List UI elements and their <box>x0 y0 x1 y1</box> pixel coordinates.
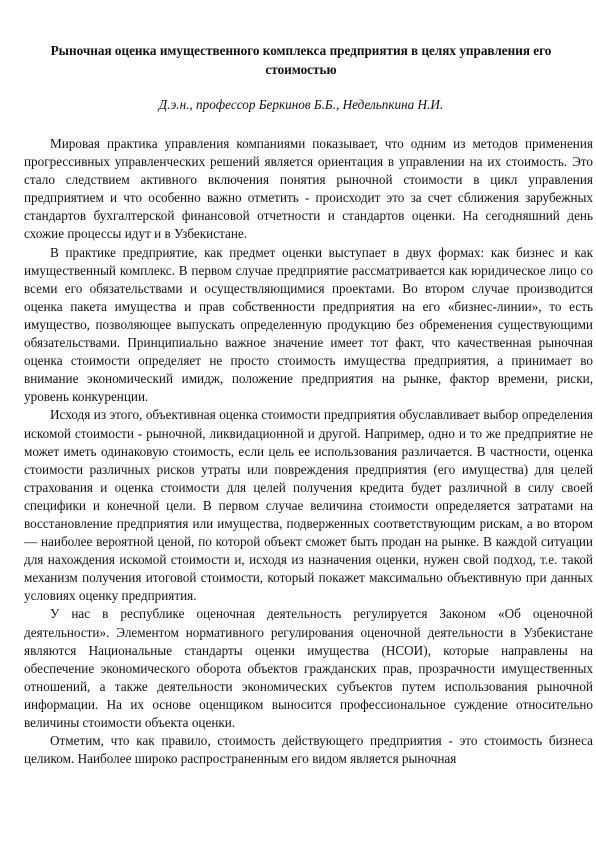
paragraph: Мировая практика управления компаниями показывает, что одним из методов применения прогрессивных управленческих решений является ориентация в управлении на их стоимость. Это стало следствием активного включения понятия рыночной стоимости в цикл управления предприятием и что особенно важно отметить - происходит это за счет сближения зарубежных стандартов бухгалтерской финансовой отчетности и стандартов оценки. На сегодняшний день схожие процессы идут и в Узбекистане. <box>24 136 593 242</box>
article-authors: Д.э.н., профессор Беркинов Б.Б., Недельпкина Н.И. <box>158 97 444 112</box>
paragraph: У нас в республике оценочная деятельность регулируется Законом «Об оценочной деятельности». Элементом нормативного регулирования оценочной деятельности в Узбекистане являются Национальные стандарты оценки имущества (НСОИ), которые направлены на обеспечение экономического оборота объектов гражданских прав, прозрачности имущественных отношений, а также деятельности экономических субъектов путем использования рыночной информации. На их основе оценщиком выносится профессиональное суждение относительно величины стоимости объекта оценки. <box>24 606 593 730</box>
paragraph: Исходя из этого, объективная оценка стоимости предприятия обуславливает выбор определения искомой стоимости - рыночной, ликвидационной и другой. Например, одно и то же предприятие не может иметь одинаковую стоимость, если цель ее использования различается. В частности, оценка стоимости различных рисков утраты или повреждения предприятия (его имущества) для целей <box>24 407 593 477</box>
paragraph-continuation: страхования и оценка стоимости для целей получения кредита будет различной в силу своей специфики и конечной цели. В первом случае величина стоимости определяется затратами на восстановление предприятия или имущества, подверженных соответствующим рискам, а во втором — наиболее вероятной ценой, по которой объект сможет быть продан на рынке. В каждой ситуации для нахождения искомой стоимости и, исходя из назначения оценки, нужен свой подход, т.е. такой механизм получения итоговой стоимости, который покажет максимально объективную при данных условиях оценку предприятия. <box>24 479 593 604</box>
article-body <box>24 135 593 768</box>
article-title: Рыночная оценка имущественного комплекса предприятия в целях управления его стоимостью <box>50 43 552 77</box>
paragraph: В практике предприятие, как предмет оценки выступает в двух формах: как бизнес и как имущественный комплекс. В первом случае предприятие рассматривается как юридическое лицо со всеми его обязательствами и осуществляющимися проектами. Во втором случае производится оценка пакета имущества и прав собственности предприятия на его «бизнес-линии», то есть имущество, позволяющее выпускать определенную продукцию без обременения существующими обязательствами. Принципиально важное значение имеет тот факт, что качественная рыночная оценка стоимости определяет не просто стоимость имущества предприятия, а принимает во внимание экономический имидж, положение предприятия на рынке, фактор времени, риски, уровень конкуренции. <box>24 244 593 405</box>
paragraph: Отметим, что как правило, стоимость действующего предприятия - это стоимость бизнеса целиком. Наиболее широко распространенным его видом является рыночная <box>24 733 593 767</box>
